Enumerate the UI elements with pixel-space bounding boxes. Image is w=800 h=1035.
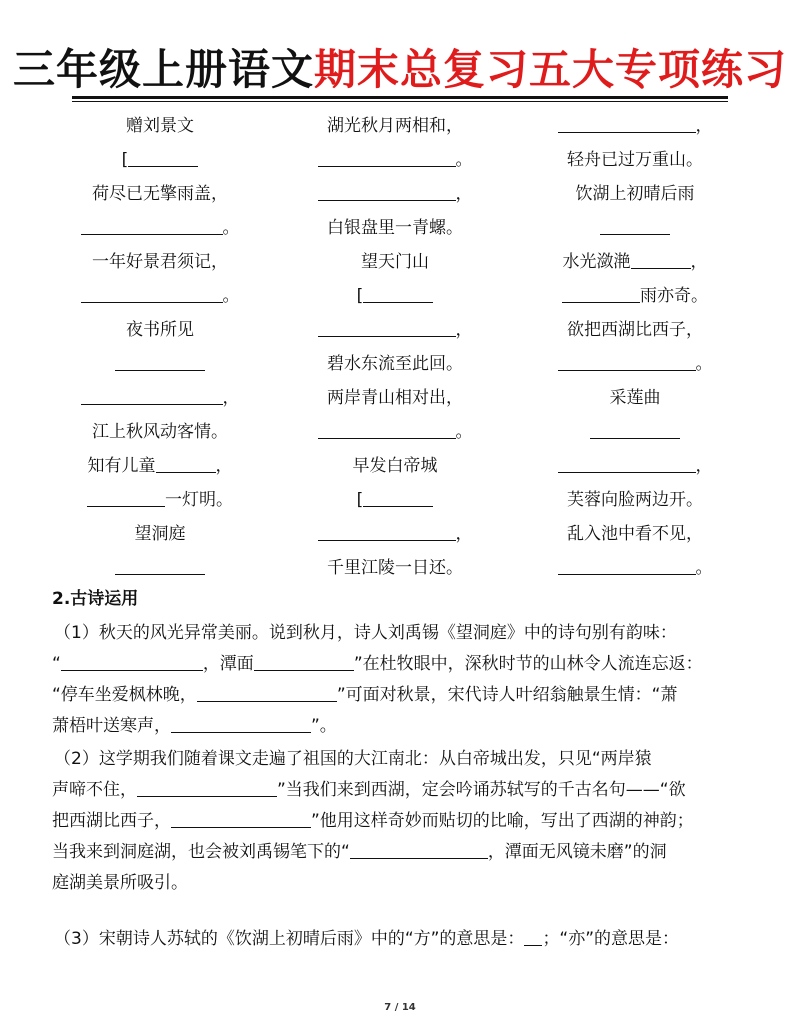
fill-blank[interactable] — [350, 840, 488, 859]
poem-line: 碧水东流至此回。 — [327, 354, 463, 374]
poem-line: 。 — [75, 280, 245, 312]
fill-blank[interactable] — [590, 420, 680, 439]
author-blank-line — [75, 348, 245, 380]
question-2: （2）这学期我们随着课文走遍了祖国的大江南北：从白帝城出发，只见“两岸猿 声啼不住， ”当我们来到西湖，定会吟诵苏轼写的千古名句——“欲 把西湖比西子， ”他用这样奇妙而贴切的比喻，写出了西湖的神韵； 当我来到洞庭湖，也会被刘禹锡笔下的“ ，潭面无风镜未磨”的洞 庭湖美景所吸引。 — [52, 749, 694, 893]
poem-line: 两岸青山相对出， — [327, 388, 463, 408]
bracket: [ — [356, 286, 364, 306]
title-rule-thick — [72, 96, 728, 99]
fill-blank[interactable] — [524, 927, 542, 946]
poem-title: 望天门山 — [361, 252, 429, 272]
poem-line: ， — [315, 178, 475, 210]
poem-line: ， — [315, 314, 475, 346]
fill-blank[interactable] — [137, 778, 277, 797]
fill-blank[interactable] — [558, 454, 696, 473]
poem-line: 江上秋风动客情。 — [92, 422, 228, 442]
fill-blank[interactable] — [81, 284, 223, 303]
poem-line: ， — [555, 110, 715, 142]
poem-line: 。 — [75, 212, 245, 244]
poem-line: 湖光秋月两相和， — [327, 116, 463, 136]
fill-blank[interactable] — [558, 114, 696, 133]
fill-blank[interactable] — [254, 652, 354, 671]
fill-blank[interactable] — [318, 148, 456, 167]
fill-blank[interactable] — [318, 522, 456, 541]
poem-title: 赠刘景文 — [126, 116, 194, 136]
page-number: 7 / 14 — [384, 1002, 416, 1013]
fill-blank[interactable] — [87, 488, 165, 507]
author-blank-line — [315, 484, 475, 516]
poem-line: 轻舟已过万重山。 — [567, 150, 703, 170]
fill-blank[interactable] — [197, 683, 337, 702]
poem-title: 望洞庭 — [134, 524, 186, 544]
fill-blank[interactable] — [558, 556, 696, 575]
fill-blank[interactable] — [115, 352, 205, 371]
poem-line: 水光潋滟 ， — [562, 252, 708, 272]
fill-blank[interactable] — [318, 182, 456, 201]
poem-line: 雨亦奇。 — [555, 280, 715, 312]
fill-blank[interactable] — [363, 488, 433, 507]
fill-blank[interactable] — [631, 250, 691, 269]
poem-line: 。 — [315, 416, 475, 448]
fill-blank[interactable] — [81, 216, 223, 235]
page-title — [0, 44, 800, 96]
poem-line: 。 — [315, 144, 475, 176]
poem-line: ， — [555, 450, 715, 482]
poem-line: 一年好景君须记， — [92, 252, 228, 272]
author-blank-line — [75, 552, 245, 584]
poem-line: 。 — [555, 552, 715, 584]
poem-line: 白银盘里一青螺。 — [327, 218, 463, 238]
fill-blank[interactable] — [156, 454, 216, 473]
author-blank-line — [315, 280, 475, 312]
fill-blank[interactable] — [558, 352, 696, 371]
poem-title: 夜书所见 — [126, 320, 194, 340]
poem-line: ， — [75, 382, 245, 414]
fill-blank[interactable] — [562, 284, 640, 303]
question-3: （3）宋朝诗人苏轼的《饮湖上初晴后雨》中的“方”的意思是： ；“亦”的意思是： — [54, 929, 680, 949]
fill-blank[interactable] — [171, 714, 311, 733]
fill-blank[interactable] — [600, 216, 670, 235]
fill-blank[interactable] — [81, 386, 223, 405]
fill-blank[interactable] — [363, 284, 433, 303]
fill-blank[interactable] — [318, 318, 456, 337]
fill-blank[interactable] — [115, 556, 205, 575]
poem-line: 乱入池中看不见， — [567, 524, 703, 544]
poem-line: 一灯明。 — [75, 484, 245, 516]
author-blank-line — [555, 212, 715, 244]
poem-line: 荷尽已无擎雨盖， — [92, 184, 228, 204]
bracket: [ — [121, 150, 129, 170]
fill-blank[interactable] — [61, 652, 203, 671]
poem-line: 千里江陵一日还。 — [327, 558, 463, 578]
fill-blank[interactable] — [171, 809, 311, 828]
bracket: [ — [356, 490, 364, 510]
poem-line: 芙蓉向脸两边开。 — [567, 490, 703, 510]
question-1: （1）秋天的风光异常美丽。说到秋月，诗人刘禹锡《望洞庭》中的诗句别有韵味： “ ，潭面 ”在杜牧眼中，深秋时节的山林令人流连忘返： “停车坐爱枫林晚， ”可面对秋景，宋代诗人叶绍翁触景生情：“萧 萧梧叶送寒声， ”。 — [52, 623, 703, 736]
poem-line: 知有儿童 ， — [87, 456, 233, 476]
poem-title: 采莲曲 — [609, 388, 661, 408]
poem-line: ， — [315, 518, 475, 550]
poem-line: 欲把西湖比西子， — [567, 320, 703, 340]
author-blank-line — [75, 144, 245, 176]
title-red: 期末总复习五大专项练习 — [314, 45, 788, 94]
poem-line: 。 — [555, 348, 715, 380]
author-blank-line — [555, 416, 715, 448]
poem-title: 饮湖上初晴后雨 — [575, 184, 695, 204]
title-rule-thin — [72, 101, 728, 102]
fill-blank[interactable] — [318, 420, 456, 439]
fill-blank[interactable] — [128, 148, 198, 167]
poem-title: 早发白帝城 — [352, 456, 438, 476]
title-black: 三年级上册语文 — [12, 45, 314, 94]
section-heading: 2.古诗运用 — [52, 589, 139, 609]
